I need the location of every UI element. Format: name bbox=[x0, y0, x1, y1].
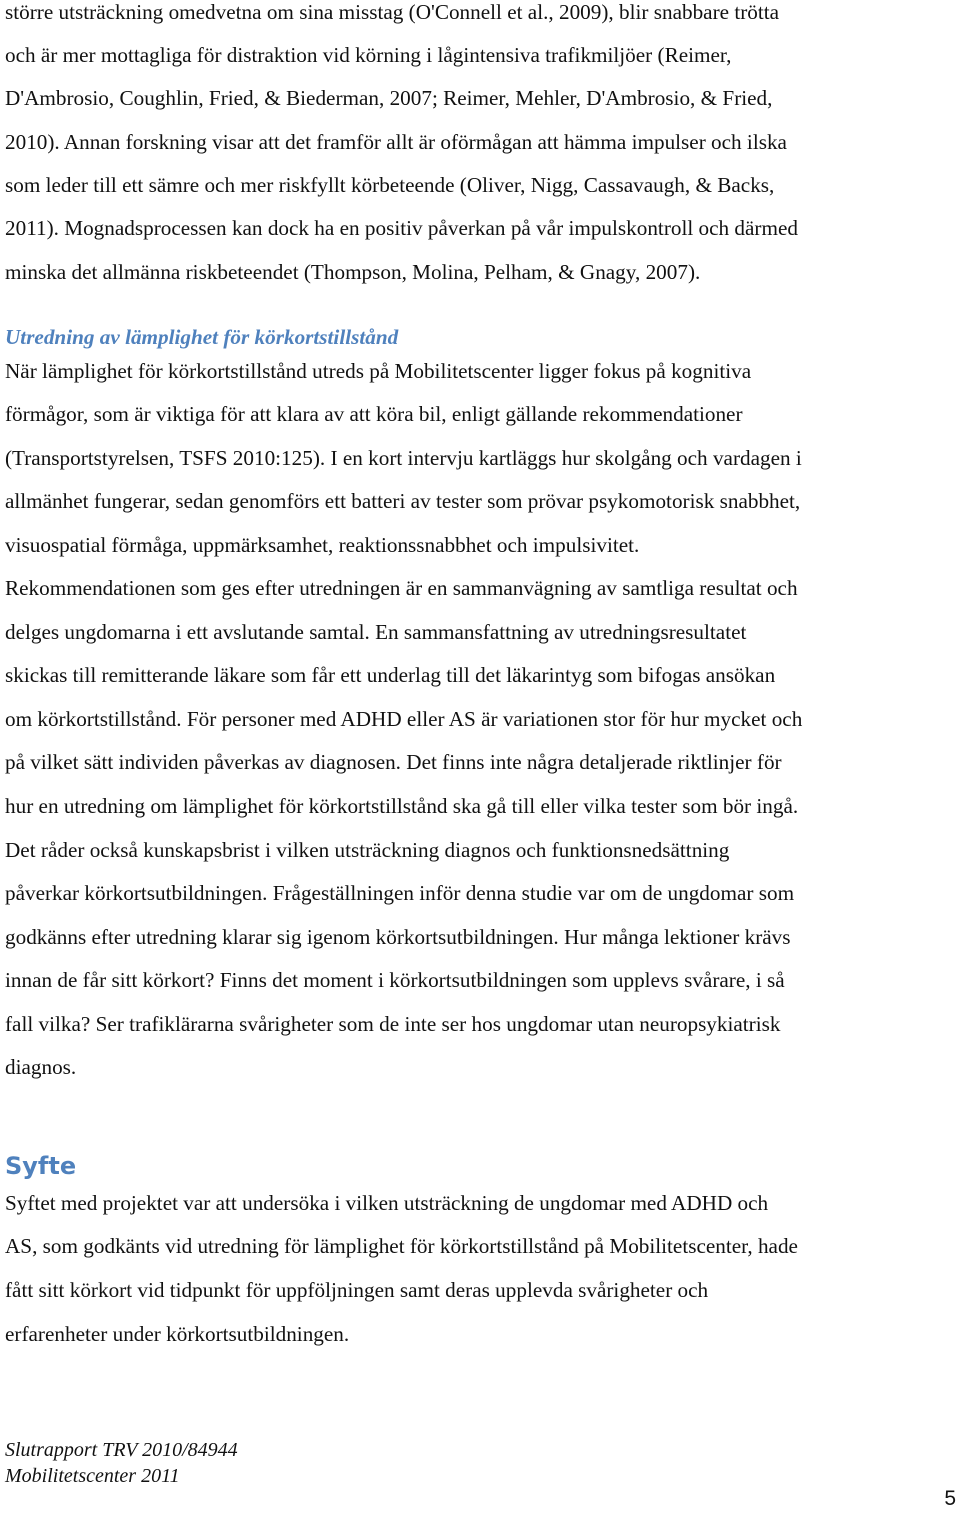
paragraph-line: större utsträckning omedvetna om sina misstag (O'Connell et al., 2009), blir snabbare trötta bbox=[5, 0, 780, 24]
paragraph-line: godkänns efter utredning klarar sig igenom körkortsutbildningen. Hur många lektioner krävs bbox=[5, 925, 791, 949]
paragraph-line: diagnos. bbox=[5, 1055, 77, 1079]
paragraph-line: Det råder också kunskapsbrist i vilken utsträckning diagnos och funktionsnedsättning bbox=[5, 838, 730, 862]
footer-organization: Mobilitetscenter 2011 bbox=[5, 1465, 180, 1487]
paragraph-line: 2010). Annan forskning visar att det framför allt är oförmågan att hämma impulser och ilska bbox=[5, 130, 787, 154]
paragraph-line: Rekommendationen som ges efter utredningen är en sammanvägning av samtliga resultat och bbox=[5, 576, 798, 600]
paragraph-line: påverkar körkortsutbildningen. Frågeställningen inför denna studie var om de ungdomar som bbox=[5, 881, 795, 905]
paragraph-line: som leder till ett sämre och mer riskfyllt körbeteende (Oliver, Nigg, Cassavaugh, & Backs, bbox=[5, 173, 775, 197]
section-heading-syfte: Syfte bbox=[5, 1152, 77, 1180]
page-number: 5 bbox=[944, 1487, 956, 1510]
paragraph-line: visuospatial förmåga, uppmärksamhet, reaktionssnabbhet och impulsivitet. bbox=[5, 533, 640, 557]
paragraph-line: innan de får sitt körkort? Finns det moment i körkortsutbildningen som upplevs svårare, i så bbox=[5, 968, 785, 992]
paragraph-line: erfarenheter under körkortsutbildningen. bbox=[5, 1322, 350, 1346]
paragraph-line: (Transportstyrelsen, TSFS 2010:125). I en kort intervju kartläggs hur skolgång och vardagen i bbox=[5, 446, 802, 470]
paragraph-line: fått sitt körkort vid tidpunkt för uppföljningen samt deras upplevda svårigheter och bbox=[5, 1278, 709, 1302]
paragraph-line: och är mer mottagliga för distraktion vid körning i lågintensiva trafikmiljöer (Reimer, bbox=[5, 43, 732, 67]
paragraph-line: skickas till remitterande läkare som får ett underlag till det läkarintyg som bifogas ansökan bbox=[5, 663, 776, 687]
paragraph-line: fall vilka? Ser trafiklärarna svårigheter som de inte ser hos ungdomar utan neuropsykiatrisk bbox=[5, 1012, 781, 1036]
paragraph-line: 2011). Mognadsprocessen kan dock ha en positiv påverkan på vår impulskontroll och därmed bbox=[5, 216, 798, 240]
paragraph-line: på vilket sätt individen påverkas av diagnosen. Det finns inte några detaljerade riktlinjer för bbox=[5, 750, 782, 774]
paragraph-line: När lämplighet för körkortstillstånd utreds på Mobilitetscenter ligger fokus på kognitiva bbox=[5, 359, 752, 383]
paragraph-line: D'Ambrosio, Coughlin, Fried, & Biederman, 2007; Reimer, Mehler, D'Ambrosio, & Fried, bbox=[5, 86, 773, 110]
paragraph-line: hur en utredning om lämplighet för körkortstillstånd ska gå till eller vilka tester som bör ingå. bbox=[5, 794, 799, 818]
paragraph-line: förmågor, som är viktiga för att klara av att köra bil, enligt gällande rekommendationer bbox=[5, 402, 743, 426]
footer-report-id: Slutrapport TRV 2010/84944 bbox=[5, 1439, 238, 1461]
paragraph-line: om körkortstillstånd. För personer med ADHD eller AS är variationen stor för hur mycket och bbox=[5, 707, 803, 731]
section-heading-utredning: Utredning av lämplighet för körkortstillstånd bbox=[5, 325, 399, 349]
paragraph-line: AS, som godkänts vid utredning för lämplighet för körkortstillstånd på Mobilitetscenter, hade bbox=[5, 1234, 798, 1258]
paragraph-line: Syftet med projektet var att undersöka i vilken utsträckning de ungdomar med ADHD och bbox=[5, 1191, 769, 1215]
paragraph-line: allmänhet fungerar, sedan genomförs ett batteri av tester som prövar psykomotorisk snabbhet, bbox=[5, 489, 801, 513]
paragraph-line: minska det allmänna riskbeteendet (Thompson, Molina, Pelham, & Gnagy, 2007). bbox=[5, 260, 701, 284]
paragraph-line: delges ungdomarna i ett avslutande samtal. En sammansfattning av utredningsresultatet bbox=[5, 620, 747, 644]
